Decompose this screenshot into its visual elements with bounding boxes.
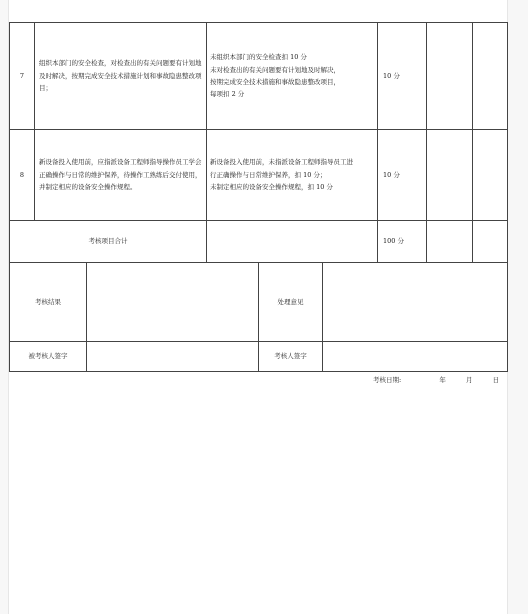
document-page: [8, 0, 508, 614]
date-year: 年: [439, 376, 446, 384]
standard-line: 按期完成安全技术措施和事故隐患整改项目，: [210, 78, 340, 86]
result-field: [87, 263, 259, 342]
empty-cell: [473, 23, 508, 130]
opinion-label: 处理意见: [259, 263, 323, 342]
assessment-date: [373, 375, 499, 384]
examinee-signature-label: 被考核人签字: [10, 342, 87, 372]
row-content: 新设备投入使用前，应指派设备工程师指导操作员工学会正确操作与日常的维护保养，待操作工熟练后交付使用，并制定相应的设备安全操作规程。: [35, 130, 207, 221]
signature-row: [10, 342, 508, 372]
empty-cell: [473, 221, 508, 263]
empty-cell: [427, 23, 473, 130]
result-label: 考核结果: [10, 263, 87, 342]
total-score: 100 分: [378, 221, 427, 263]
empty-cell: [207, 221, 378, 263]
examiner-signature-label: 考核人签字: [259, 342, 323, 372]
row-content: 组织本部门的安全检查，对检查出的有关问题要有计划地及时解决，按期完成安全技术措施计划和事故隐患整改项目；: [35, 23, 207, 130]
row-number: 7: [10, 23, 35, 130]
empty-cell: [427, 221, 473, 263]
date-month: 月: [466, 376, 473, 384]
date-day: 日: [492, 376, 500, 384]
row-standard: [207, 23, 378, 130]
standard-line: 行正确操作与日常维护保养，扣 10 分；: [210, 170, 327, 179]
result-table: [9, 262, 508, 372]
total-row: [10, 221, 508, 263]
empty-cell: [473, 130, 508, 221]
row-score: 10 分: [378, 130, 427, 221]
standard-line: 未制定相应的设备安全操作规程，扣 10 分: [210, 183, 333, 192]
result-row: [10, 263, 508, 342]
examiner-signature-field: [323, 342, 508, 372]
total-label: 考核项目合计: [10, 221, 207, 263]
standard-line: 每项扣 2 分: [210, 90, 245, 99]
standard-line: 未组织本部门的安全检查扣 10 分: [210, 53, 307, 62]
row-standard: [207, 130, 378, 221]
empty-cell: [427, 130, 473, 221]
table-row: [10, 130, 508, 221]
standard-line: 未对检查出的有关问题要有计划地及时解决，: [210, 65, 340, 74]
table-row: [10, 23, 508, 130]
opinion-field: [323, 263, 508, 342]
row-number: 8: [10, 130, 35, 221]
standard-line: 新设备投入使用前，未指派设备工程师指导员工进: [210, 158, 353, 167]
row-score: 10 分: [378, 23, 427, 130]
assessment-table: [9, 22, 508, 263]
examinee-signature-field: [87, 342, 259, 372]
date-label: 考核日期:: [373, 376, 402, 384]
